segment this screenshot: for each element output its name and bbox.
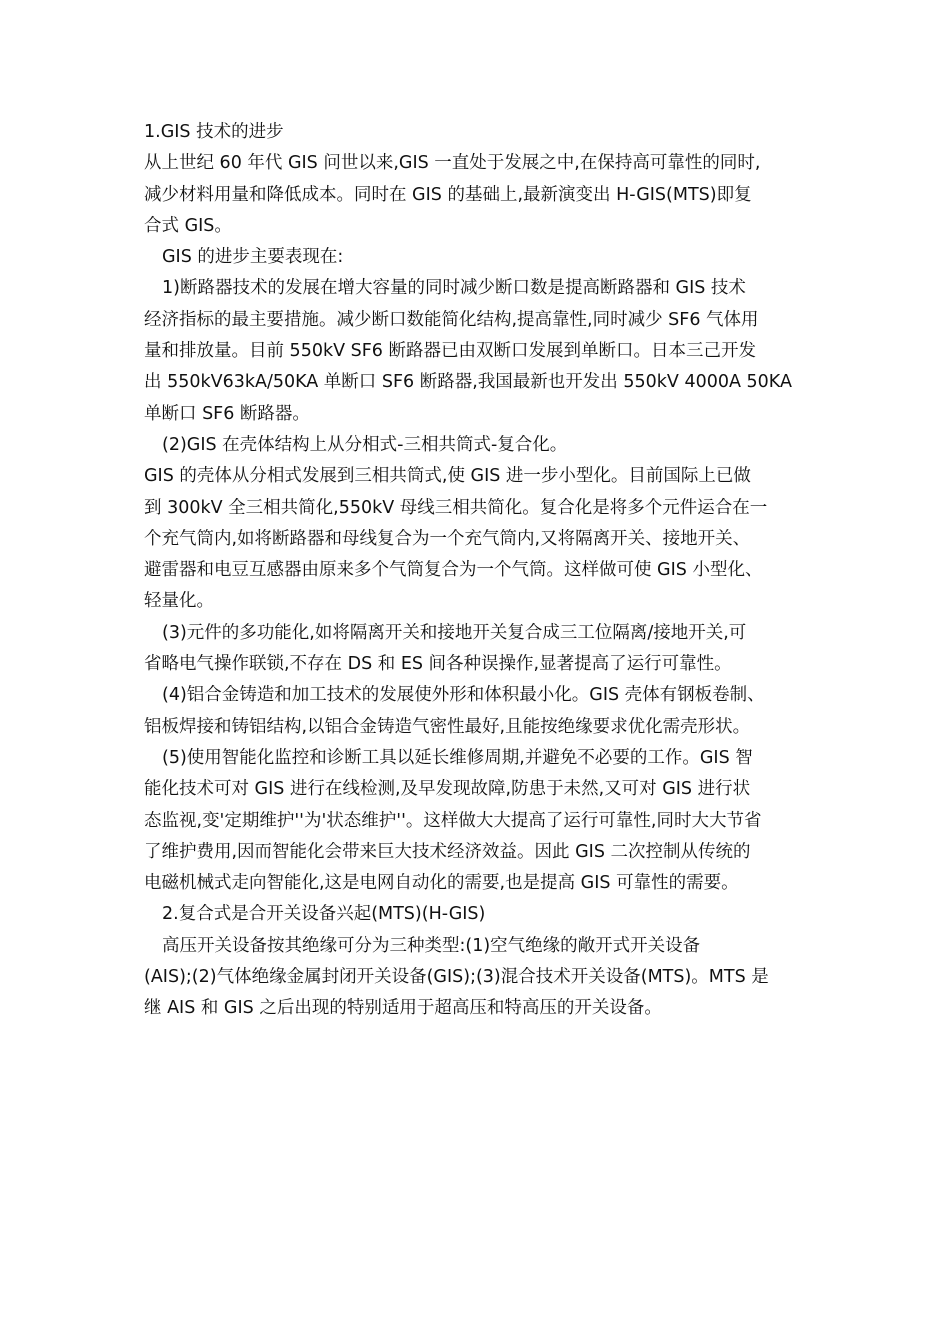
text-line: 经济指标的最主要措施。减少断口数能简化结构,提高靠性,同时减少 SF6 气体用 [144,309,759,330]
text-line: 能化技术可对 GIS 进行在线检测,及早发现故障,防患于未然,又可对 GIS 进行状 [144,779,751,800]
text-line: 了维护费用,因而智能化会带来巨大技术经济效益。因此 GIS 二次控制从传统的 [144,841,751,862]
text-line: 继 AIS 和 GIS 之后出现的特别适用于超高压和特高压的开关设备。 [144,998,662,1019]
document-body [144,117,808,1025]
text-line: 态监视,变'定期维护''为'状态维护''。这样做大大提高了运行可靠性,同时大大节省 [144,810,762,831]
text-line: 量和排放量。目前 550kV SF6 断路器已由双断口发展到单断口。日本三己开发 [144,341,757,362]
text-line: (3)元件的多功能化,如将隔离开关和接地开关复合成三工位隔离/接地开关,可 [162,622,747,643]
text-line: 从上世纪 60 年代 GIS 问世以来,GIS 一直处于发展之中,在保持高可靠性的同时, [144,153,761,174]
text-line: 到 300kV 全三相共简化,550kV 母线三相共简化。复合化是将多个元件运合在一 [144,497,768,518]
text-line: 轻量化。 [144,591,214,612]
text-line: (4)铝合金铸造和加工技术的发展使外形和体积最小化。GIS 壳体有钢板卷制、 [162,685,765,706]
text-line: 省略电气操作联锁,不存在 DS 和 ES 间各种误操作,显著提高了运行可靠性。 [144,654,732,675]
text-line: 高压开关设备按其绝缘可分为三种类型:(1)空气绝缘的敞开式开关设备 [162,935,701,956]
text-line: 2.复合式是合开关设备兴起(MTS)(H-GIS) [162,904,486,925]
text-line: 合式 GIS。 [144,215,232,236]
text-line: 个充气筒内,如将断路器和母线复合为一个充气筒内,又将隔离开关、接地开关、 [144,528,751,549]
text-line: 避雷器和电豆互感器由原来多个气筒复合为一个气筒。这样做可使 GIS 小型化、 [144,560,763,581]
text-line: (AIS);(2)气体绝缘金属封闭开关设备(GIS);(3)混合技术开关设备(MTS)。MTS 是 [144,967,769,988]
text-line: (2)GIS 在壳体结构上从分相式-三相共筒式-复合化。 [162,434,568,455]
text-line: 减少材料用量和降低成本。同时在 GIS 的基础上,最新演变出 H-GIS(MTS)即复 [144,184,752,205]
text-line: 电磁机械式走向智能化,这是电网自动化的需要,也是提高 GIS 可靠性的需要。 [144,873,739,894]
text-line: 铝板焊接和铸铝结构,以铝合金铸造气密性最好,且能按绝缘要求优化需壳形状。 [144,716,751,737]
text-line: 出 550kV63kA/50KA 单断口 SF6 断路器,我国最新也开发出 550kV 4000A 50KA [144,372,792,393]
text-line: GIS 的壳体从分相式发展到三相共筒式,使 GIS 进一步小型化。目前国际上已做 [144,466,751,487]
text-line: (5)使用智能化监控和诊断工具以延长维修周期,并避免不必要的工作。GIS 智 [162,747,753,768]
text-line: 单断口 SF6 断路器。 [144,403,310,424]
text-line: 1)断路器技术的发展在增大容量的同时减少断口数是提高断路器和 GIS 技术 [162,278,746,299]
text-line: 1.GIS 技术的进步 [144,122,284,142]
text-line: GIS 的进步主要表现在: [162,247,344,268]
